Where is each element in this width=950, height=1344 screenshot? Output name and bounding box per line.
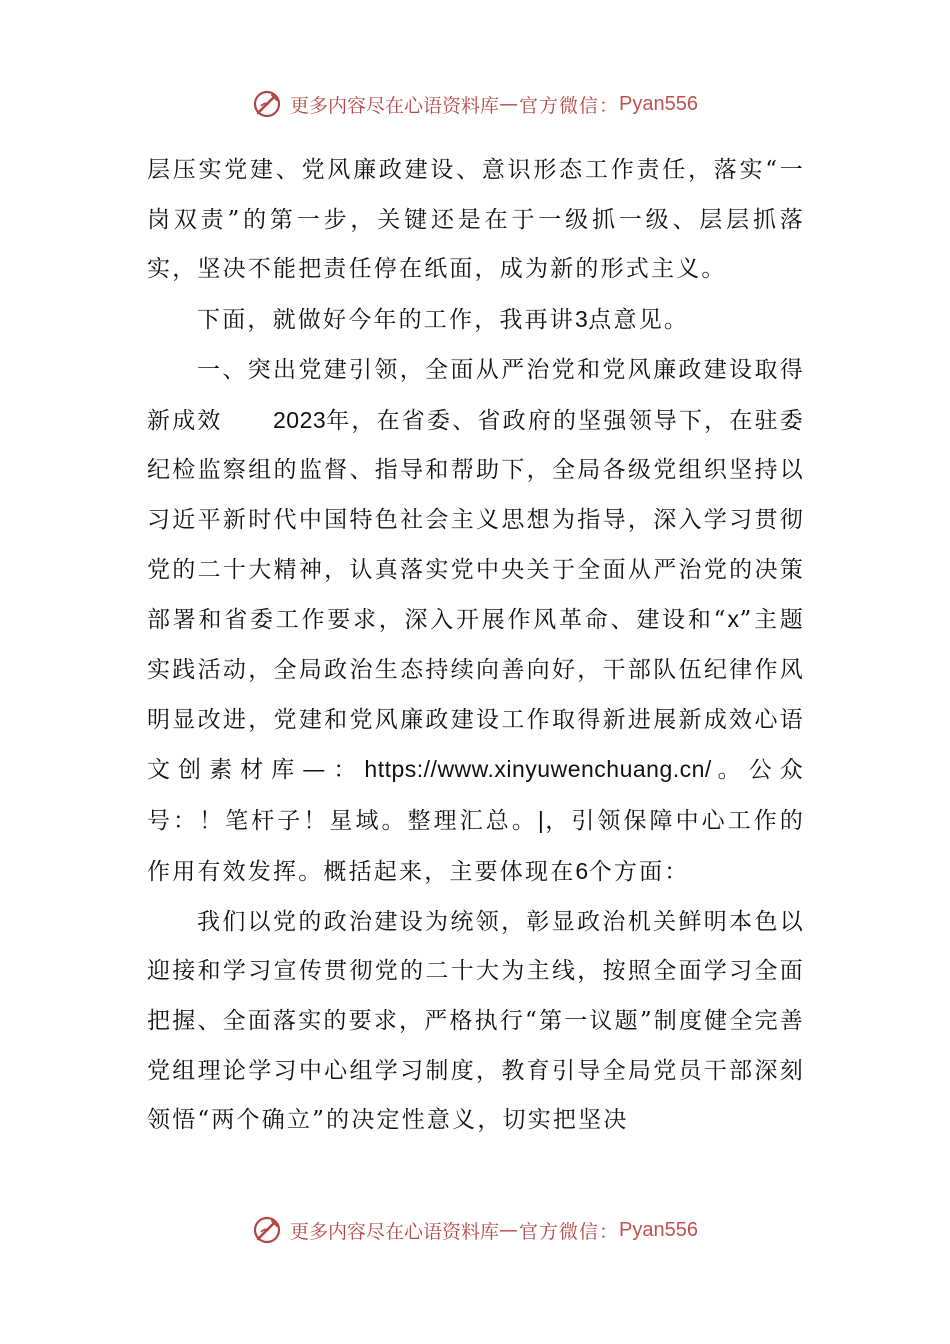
banner-dash: — <box>499 93 520 115</box>
pen-circle-logo-icon <box>252 1215 282 1245</box>
banner-wechat-label: 官方微信： <box>519 94 620 117</box>
pen-circle-logo-icon <box>252 89 282 119</box>
section-heading-1: 一、突出党建引领，全面从严治党和党风廉政建设取得新成效 <box>147 356 805 434</box>
paragraph-2-number: 3 <box>575 306 589 333</box>
website-url: https://www.xinyuwenchuang.cn/ <box>364 756 712 783</box>
paragraph-4 <box>147 898 805 1147</box>
paragraph-2-text-b: 点意见。 <box>588 307 690 334</box>
document-body <box>147 146 805 1146</box>
banner-title: 更多内容尽在心语资料库 <box>290 1220 500 1243</box>
banner-wechat-id: Pyan556 <box>619 92 698 115</box>
header-watermark-banner <box>0 84 950 124</box>
banner-wechat-label: 官方微信： <box>519 1220 620 1243</box>
banner-title: 更多内容尽在心语资料库 <box>290 94 500 117</box>
paragraph-3 <box>147 346 805 898</box>
footer-watermark-banner <box>0 1210 950 1250</box>
paragraph-3-number: 6 <box>575 857 589 884</box>
paragraph-3-text-f: 个方面： <box>588 858 690 885</box>
paragraph-1 <box>147 146 805 295</box>
banner-wechat-id: Pyan556 <box>619 1218 698 1241</box>
paragraph-4-text: 我们以党的政治建设为统领，彰显政治机关鲜明本色以迎接和学习宣传贯彻党的二十大为主线，按照全面学习全面把握、全面落实的要求，严格执行“第一议题”制度健全完善党组理论学习中心组学习制度，教育引导全局党员干部深刻领悟“两个确立”的决定性意义，切实把坚决 <box>147 908 805 1134</box>
paragraph-3-text-c: ”主题实践活动，全局政治生态持续向善向好，干部队伍纪律作风明显改进，党建和党风廉政建设工作取得新进展新成效心语文创素材库—： <box>147 607 806 784</box>
paragraph-2 <box>147 295 805 346</box>
paragraph-3-year: 2023 <box>273 406 327 433</box>
banner-dash: — <box>499 1219 520 1241</box>
paragraph-3-text-e: ，引领保障中心工作的作用有效发挥。概括起来，主要体现在 <box>147 808 806 885</box>
paragraph-3-text-b: 年，在省委、省政府的坚强领导下，在驻委纪检监察组的监督、指导和帮助下，全局各级党组织坚持以习近平新时代中国特色社会主义思想为指导，深入学习贯彻党的二十大精神，认真落实党中央关于全面从严治党的决策部署和省委工作要求，深入开展作风革命、建设和“ <box>147 407 805 634</box>
paragraph-1-text: 层压实党建、党风廉政建设、意识形态工作责任，落实“一岗双责”的第一步，关键还是在于一级抓一级、层层抓落实，坚决不能把责任停在纸面，成为新的形式主义。 <box>147 157 805 283</box>
paragraph-3-text-d: 。公众号：！笔杆子！星域。整理汇总。 <box>147 757 805 835</box>
paragraph-3-x: x <box>727 606 740 633</box>
paragraph-2-text-a: 下面，就做好今年的工作，我再讲 <box>197 307 575 334</box>
paragraph-3-bar: | <box>537 807 545 834</box>
